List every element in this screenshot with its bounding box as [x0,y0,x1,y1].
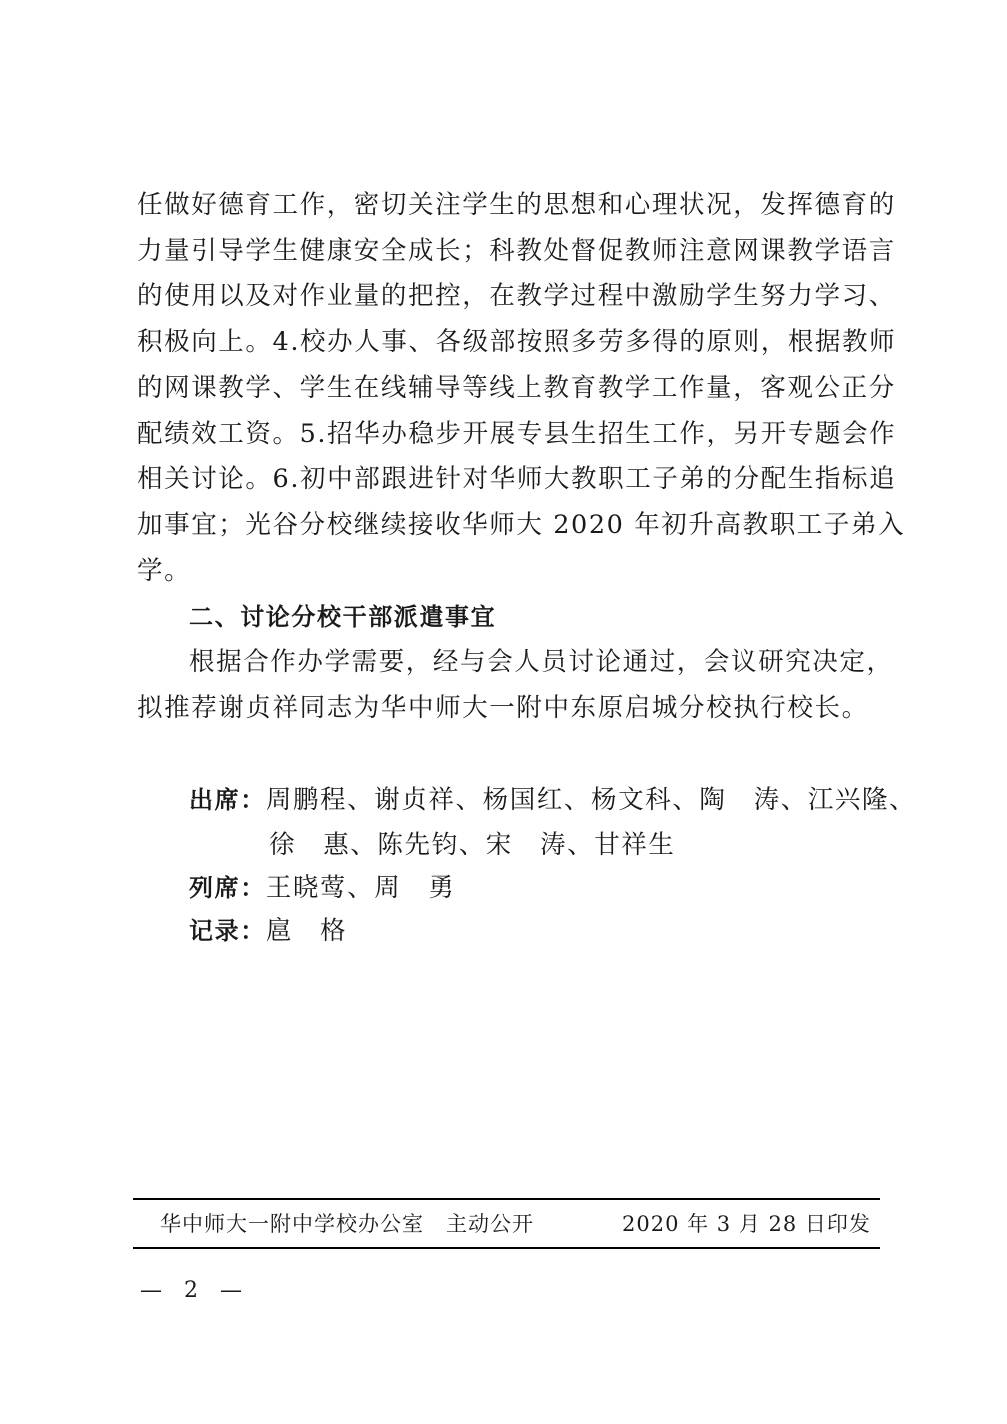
page-number: — 2 — [140,1278,242,1303]
present-names-line2: 徐 惠、陈先钧、宋 涛、甘祥生 [269,830,676,860]
recorder-name: 扈 格 [265,916,348,946]
attendance-recorder [189,916,347,946]
body-line-5: 的网课教学、学生在线辅导等线上教育教学工作量，客观公正分 [137,373,896,403]
body-line-2: 力量引导学生健康安全成长；科教处督促教师注意网课教学语言 [137,236,896,266]
body-line-1: 任做好德育工作，密切关注学生的思想和心理状况，发挥德育的 [137,190,896,220]
attendance-observers [189,873,456,903]
observer-label: 列席： [189,874,266,902]
footer-date: 2020 年 3 月 28 日印发 [622,1212,871,1236]
body-line-9: 学。 [137,556,192,586]
section-line-2: 拟推荐谢贞祥同志为华中师大一附中东原启城分校执行校长。 [137,693,869,723]
recorder-label: 记录： [189,917,266,945]
attendance-present [189,785,916,815]
observer-names: 王晓莺、周 勇 [265,873,456,903]
body-line-3: 的使用以及对作业量的把控，在教学过程中激励学生努力学习、 [137,281,896,311]
body-line-6: 配绩效工资。5.招华办稳步开展专县生招生工作，另开专题会作 [137,419,897,449]
footer-bottom-rule [133,1247,880,1249]
section-heading: 二、讨论分校干部派遣事宜 [189,603,497,631]
present-label: 出席： [189,786,266,814]
footer-issuer: 华中师大一附中学校办公室 主动公开 [160,1212,534,1236]
body-line-8: 加事宜；光谷分校继续接收华师大 2020 年初升高教职工子弟入 [137,510,906,540]
footer-top-rule [133,1198,880,1200]
body-line-7: 相关讨论。6.初中部跟进针对华师大教职工子弟的分配生指标追 [137,464,897,494]
body-line-4: 积极向上。4.校办人事、各级部按照多劳多得的原则，根据教师 [137,327,897,357]
present-names-line1: 周鹏程、谢贞祥、杨国红、杨文科、陶 涛、江兴隆、 [265,785,917,815]
section-line-1: 根据合作办学需要，经与会人员讨论通过，会议研究决定， [189,647,894,677]
